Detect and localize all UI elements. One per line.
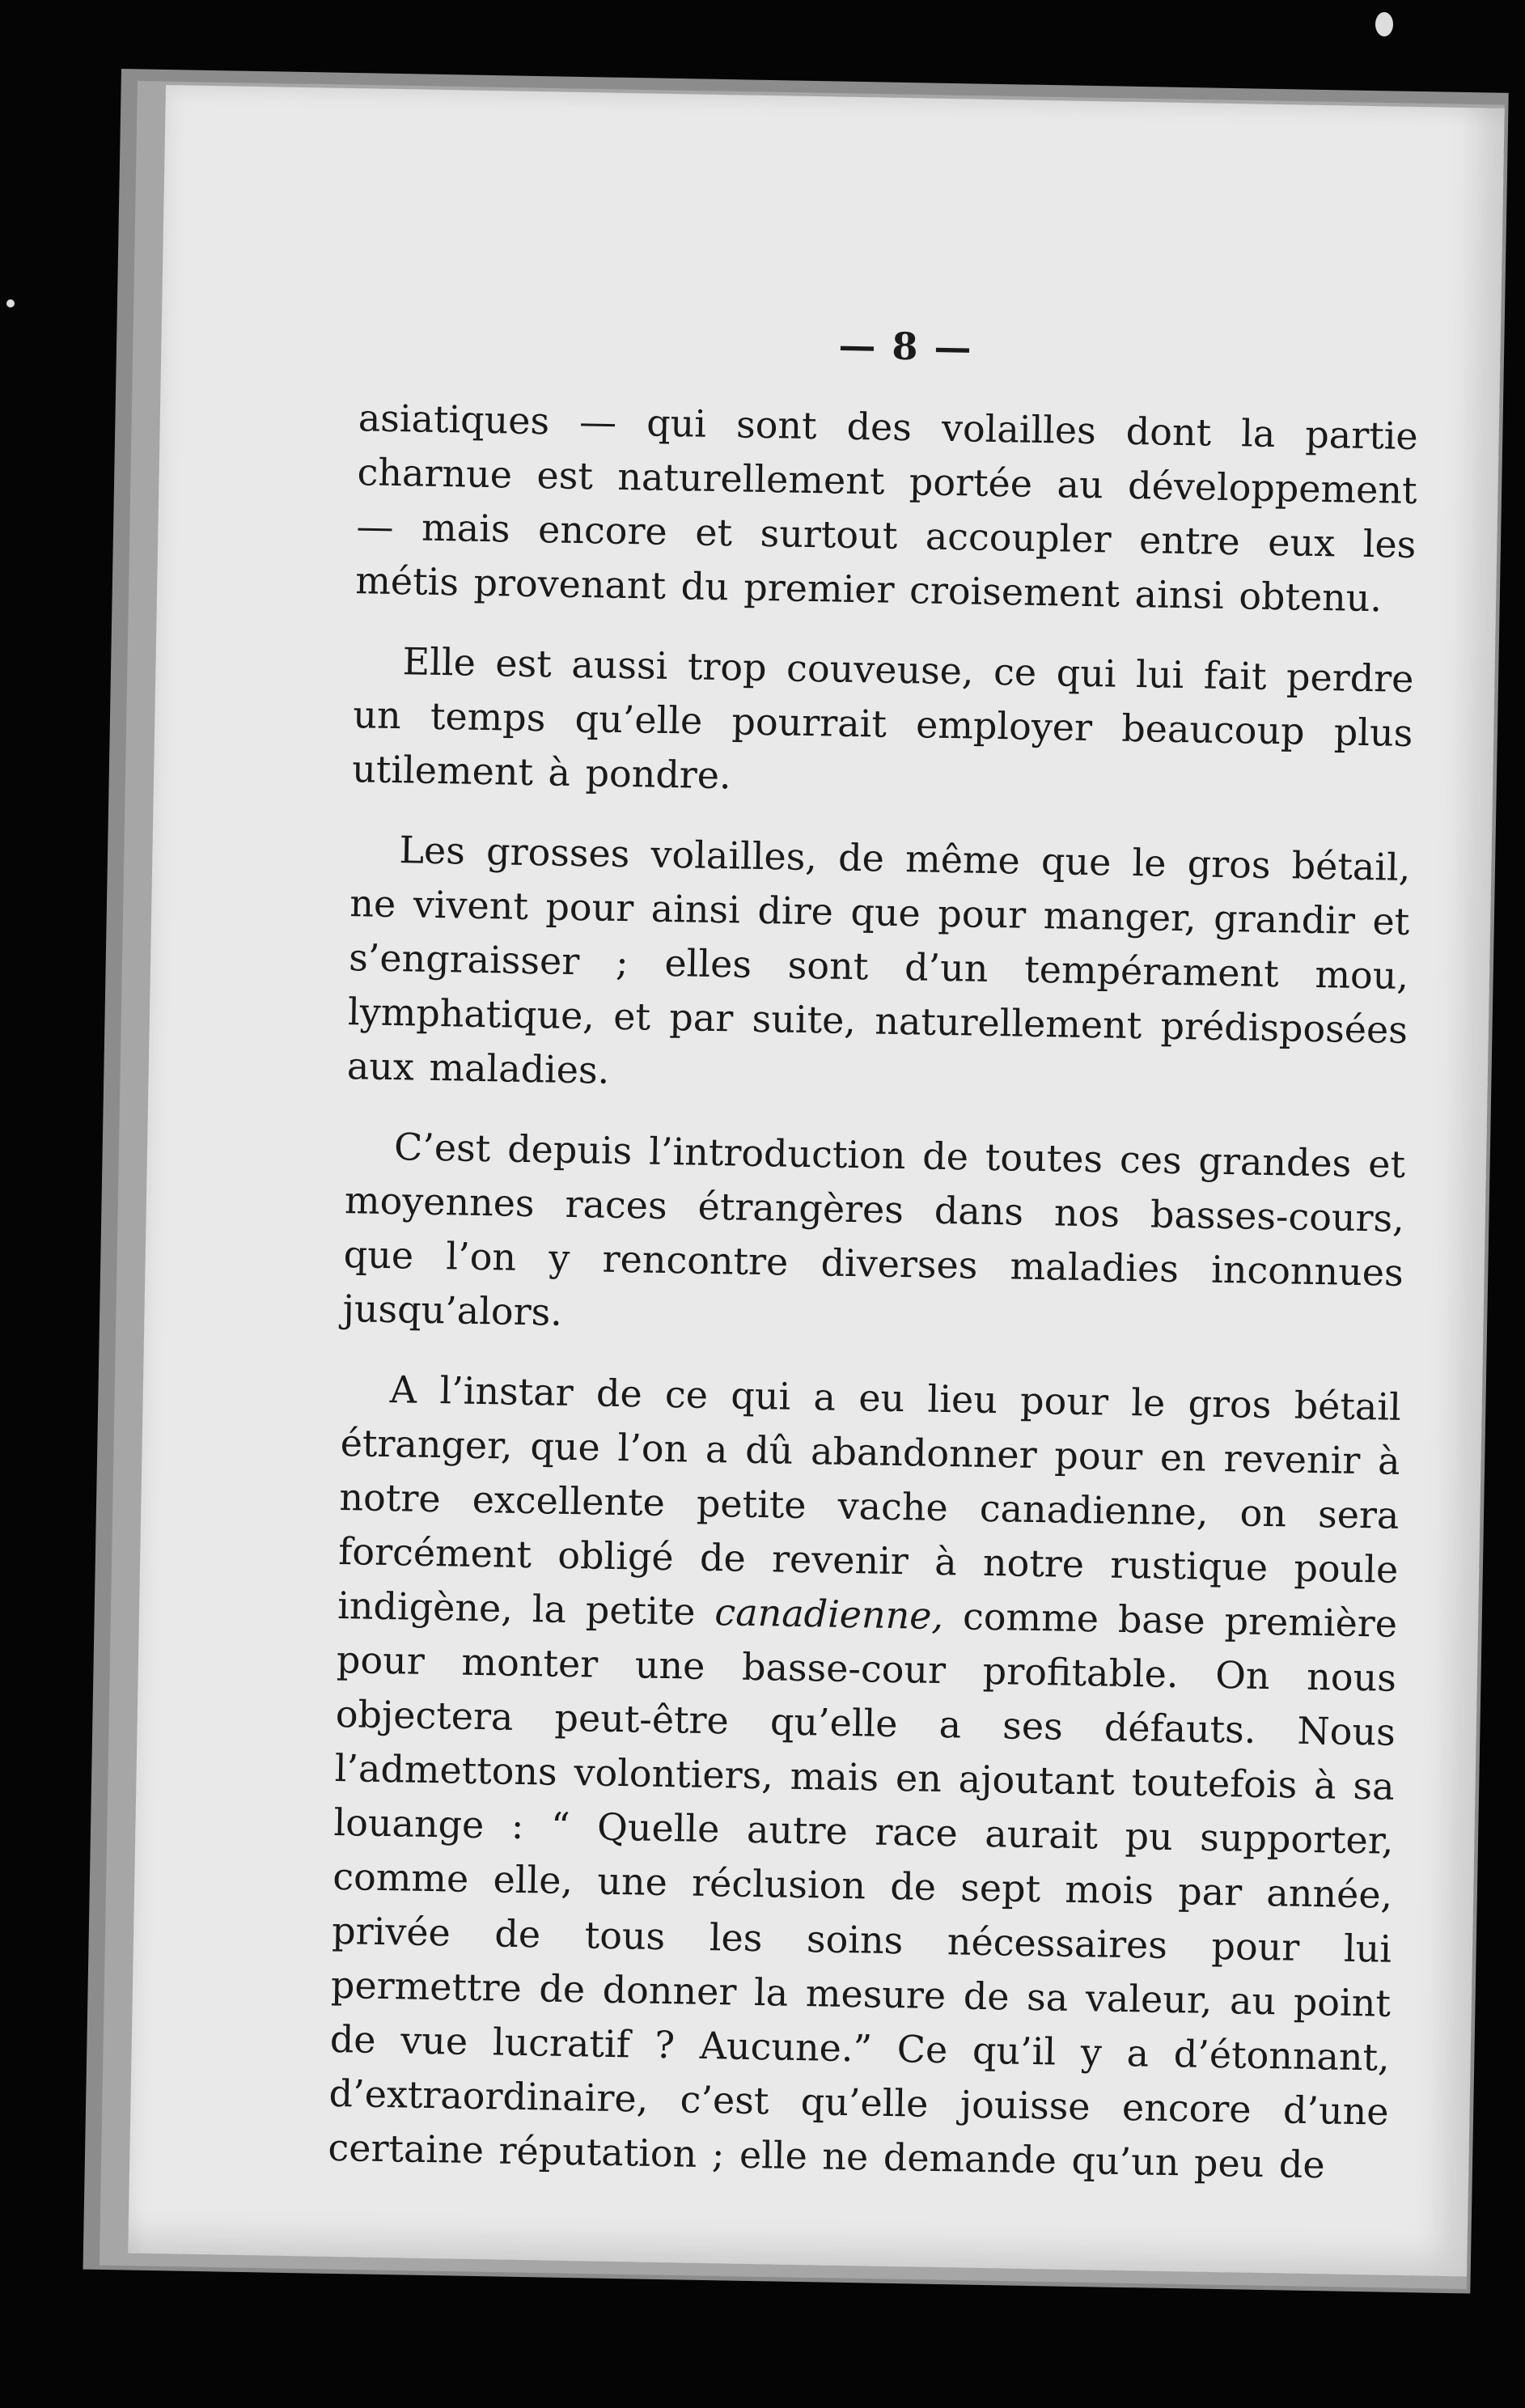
paragraph-5-part-2: comme base première pour monter une basse-cour profitable. On nous objectera peut-être qu’elle a ses défauts. Nous l’admettons volontiers, mais en ajoutant toutefois à sa louange : “ Quelle autre race aurait pu supporter, comme elle, une réclusion de sept mois par année, privée de tous les soins nécessaires pour lui permettre de donner la mesure de sa valeur, au point de vue lucratif ? Aucune.” Ce qu’il y a d’étonnant, d’extraordinaire, c’est qu’elle jouisse encore d’une certaine réputation ; elle ne demande qu’un peu de — [328, 1594, 1398, 2187]
book-page — [128, 85, 1505, 2276]
italic-word-canadienne: canadienne, — [714, 1590, 944, 1639]
paragraph-5 — [328, 1362, 1401, 2194]
page-number: — 8 — — [838, 323, 973, 370]
scan-speck — [1375, 12, 1393, 36]
page-text-block — [327, 315, 1419, 2219]
paragraph-4: C’est depuis l’introduction de toutes ces grandes et moyennes races étrangères dans nos basses-cours, que l’on y rencontre diverses maladies inconnues jusqu’alors. — [342, 1125, 1406, 1334]
paragraph-5-part-1: A l’instar de ce qui a eu lieu pour le gros bétail étranger, que l’on a dû abandonner pour en revenir à notre excellente petite vache canadienne, on sera forcément obligé de revenir à notre rustique poule indigène, la petite — [337, 1367, 1402, 1634]
paragraph-1: asiatiques — qui sont des volailles dont la partie charnue est naturellement portée au développement — mais encore et surtout accoupler entre eux les métis provenant du premier croisement ainsi obtenu. — [354, 396, 1419, 621]
paragraph-2: Elle est aussi trop couveuse, ce qui lui fait perdre un temps qu’elle pourrait employer beaucoup plus utilement à pondre. — [351, 639, 1414, 798]
scan-speck — [6, 299, 15, 307]
paragraph-3: Les grosses volailles, de même que le gros bétail, ne vivent pour ainsi dire que pour manger, grandir et s’engraisser ; elles sont d’un tempérament mou, lymphatique, et par suite, naturellement prédisposées aux maladies. — [346, 828, 1411, 1092]
